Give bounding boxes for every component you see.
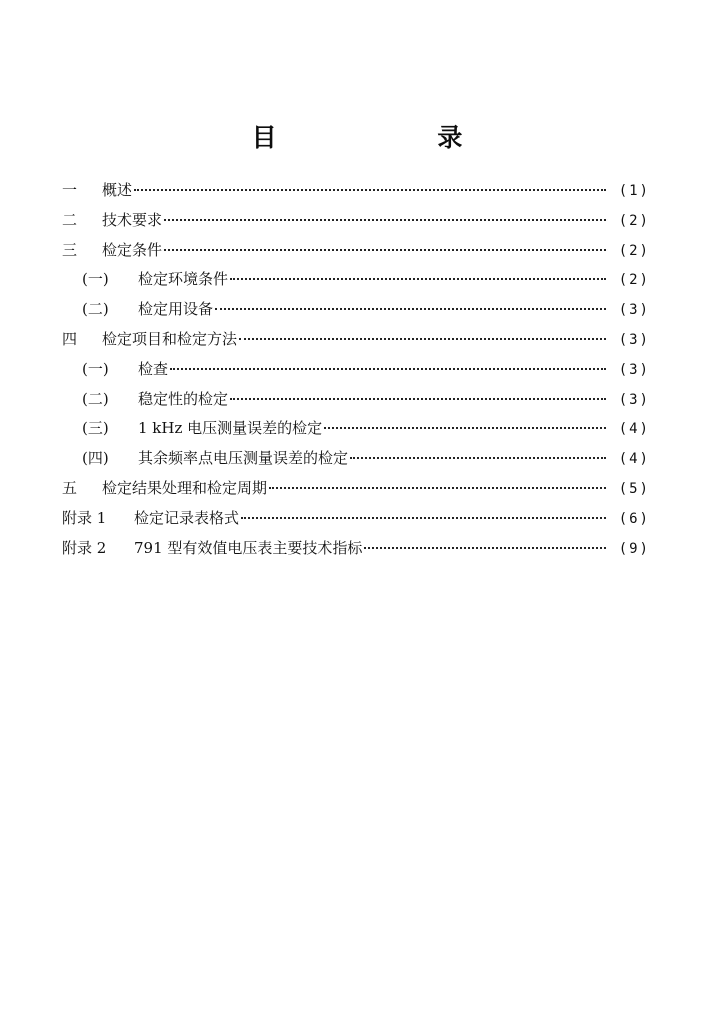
toc-entry-label: 1 kHz 电压测量误差的检定 bbox=[138, 419, 323, 438]
dot-leader bbox=[324, 427, 606, 429]
toc-entry-label: 稳定性的检定 bbox=[138, 389, 229, 408]
toc-entry-page: (3) bbox=[618, 331, 650, 348]
toc-entry-label: 概述 bbox=[102, 181, 133, 199]
dot-leader bbox=[350, 457, 606, 459]
toc-entry-label: 791 型有效值电压表主要技术指标 bbox=[134, 538, 363, 557]
table-of-contents bbox=[62, 176, 650, 563]
toc-entry-page: (3) bbox=[618, 361, 650, 378]
toc-subentry[interactable] bbox=[62, 295, 650, 325]
toc-entry-page: (3) bbox=[618, 302, 650, 319]
toc-entry-number: 五 bbox=[62, 478, 78, 497]
toc-entry-label: 其余频率点电压测量误差的检定 bbox=[138, 449, 349, 468]
toc-subentry[interactable] bbox=[62, 444, 650, 474]
dot-leader bbox=[134, 189, 606, 191]
toc-entry-number: 三 bbox=[62, 240, 78, 259]
toc-entry[interactable] bbox=[62, 176, 650, 206]
toc-entry-label: 检定环境条件 bbox=[138, 270, 229, 289]
toc-entry-page: (9) bbox=[618, 540, 650, 557]
dot-leader bbox=[364, 547, 606, 549]
toc-entry-page: (2) bbox=[618, 212, 650, 229]
toc-entry-number: (四) bbox=[82, 449, 109, 468]
dot-leader bbox=[164, 249, 606, 251]
toc-entry[interactable] bbox=[62, 206, 650, 236]
toc-entry-label: 检定记录表格式 bbox=[134, 508, 240, 527]
toc-entry-label: 检查 bbox=[138, 359, 169, 378]
dot-leader bbox=[215, 308, 606, 310]
toc-subentry[interactable] bbox=[62, 414, 650, 444]
toc-subentry[interactable] bbox=[62, 265, 650, 295]
toc-entry-page: (3) bbox=[618, 391, 650, 408]
toc-entry-page: (1) bbox=[618, 183, 650, 199]
toc-subentry[interactable] bbox=[62, 385, 650, 415]
toc-entry-label: 技术要求 bbox=[102, 210, 163, 229]
toc-entry-number: (一) bbox=[82, 270, 109, 289]
toc-entry-page: (4) bbox=[618, 421, 650, 438]
toc-subentry[interactable] bbox=[62, 355, 650, 385]
toc-entry-number: (二) bbox=[82, 300, 109, 319]
toc-entry[interactable] bbox=[62, 474, 650, 504]
toc-entry-number: (三) bbox=[82, 419, 109, 438]
dot-leader bbox=[239, 338, 606, 340]
toc-entry-page: (5) bbox=[618, 480, 650, 497]
toc-entry-number: 四 bbox=[62, 329, 78, 348]
toc-entry-number: 一 bbox=[62, 181, 78, 199]
toc-entry[interactable] bbox=[62, 325, 650, 355]
toc-entry-label: 检定结果处理和检定周期 bbox=[102, 478, 268, 497]
dot-leader bbox=[269, 487, 606, 489]
dot-leader bbox=[230, 278, 606, 280]
toc-entry-page: (6) bbox=[618, 510, 650, 527]
toc-entry-label: 检定用设备 bbox=[138, 300, 214, 319]
toc-appendix-entry[interactable] bbox=[62, 504, 650, 534]
toc-entry-page: (2) bbox=[618, 272, 650, 289]
dot-leader bbox=[230, 398, 606, 400]
page-title: 目 录 bbox=[251, 123, 539, 152]
toc-entry-page: (4) bbox=[618, 451, 650, 468]
dot-leader bbox=[241, 517, 606, 519]
toc-entry-number: 附录 2 bbox=[62, 538, 107, 557]
toc-entry-number: (二) bbox=[82, 389, 109, 408]
toc-entry-label: 检定项目和检定方法 bbox=[102, 329, 238, 348]
toc-entry-number: (一) bbox=[82, 359, 109, 378]
toc-entry-page: (2) bbox=[618, 242, 650, 259]
toc-entry-number: 二 bbox=[62, 210, 78, 229]
toc-entry-number: 附录 1 bbox=[62, 508, 107, 527]
toc-entry-label: 检定条件 bbox=[102, 240, 163, 259]
toc-appendix-entry[interactable] bbox=[62, 534, 650, 564]
dot-leader bbox=[164, 219, 606, 221]
dot-leader bbox=[170, 368, 606, 370]
toc-entry[interactable] bbox=[62, 236, 650, 266]
